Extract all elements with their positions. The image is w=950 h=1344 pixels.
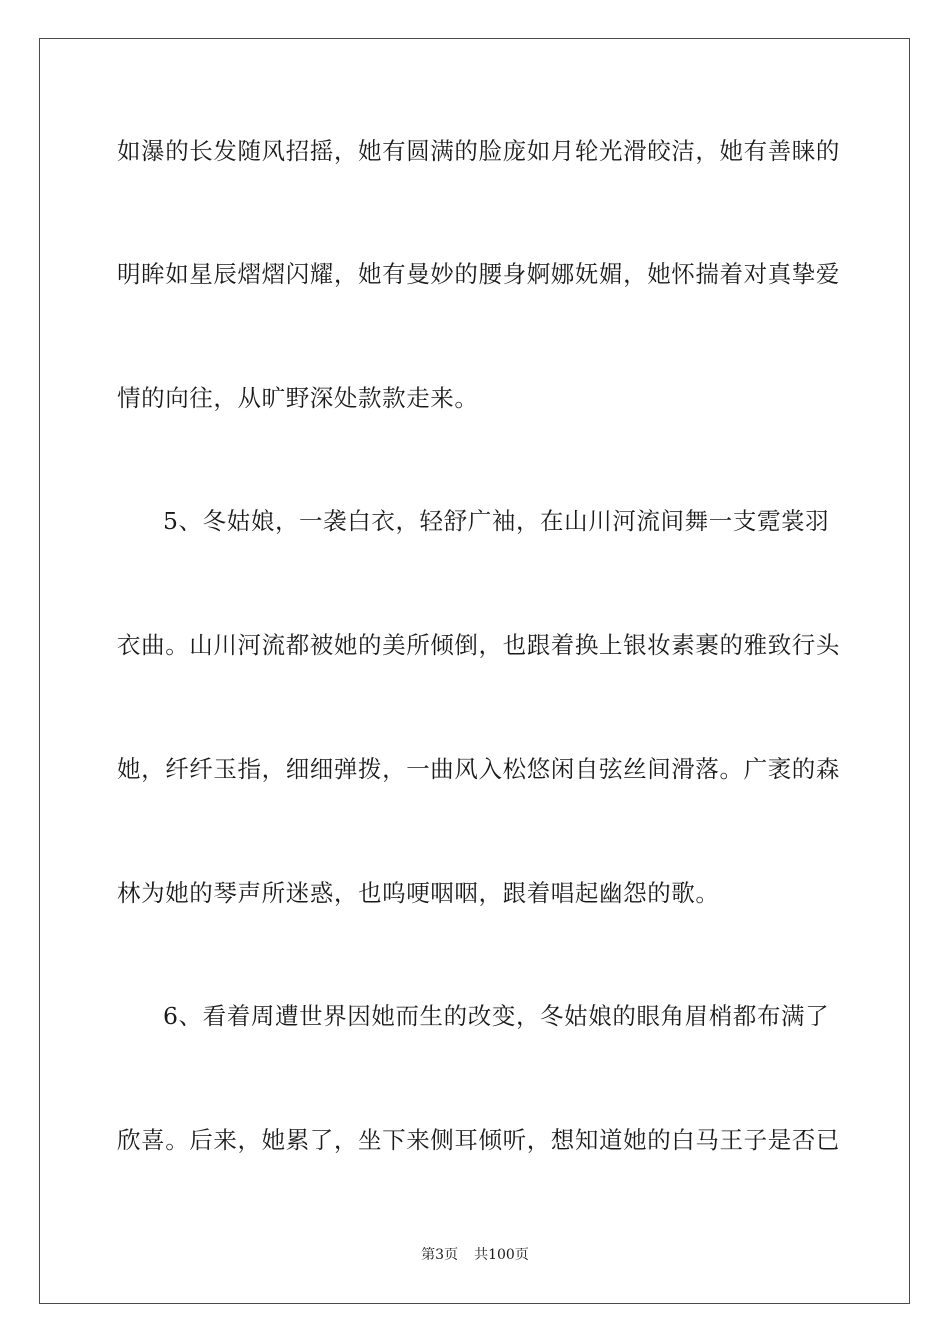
text-line-indented: 6、看着周遭世界因她而生的改变，冬姑娘的眼角眉梢都布满了 <box>163 1002 830 1030</box>
page-number: 第3页 <box>421 1247 459 1263</box>
page-footer <box>0 1246 950 1264</box>
text-line: 欣喜。后来，她累了，坐下来侧耳倾听，想知道她的白马王子是否已 <box>117 1126 840 1154</box>
text-line-indented: 5、冬姑娘，一袭白衣，轻舒广袖，在山川河流间舞一支霓裳羽 <box>163 507 830 535</box>
text-line: 她，纤纤玉指，细细弹拨，一曲风入松悠闲自弦丝间滑落。广袤的森 <box>117 755 840 783</box>
page-border <box>39 38 910 1304</box>
text-line: 明眸如星辰熠熠闪耀，她有曼妙的腰身婀娜妩媚，她怀揣着对真挚爱 <box>117 260 840 288</box>
text-line: 情的向往，从旷野深处款款走来。 <box>117 384 479 412</box>
page-total: 共100页 <box>474 1247 529 1263</box>
text-line: 衣曲。山川河流都被她的美所倾倒，也跟着换上银妆素裹的雅致行头 <box>117 631 840 659</box>
text-line: 林为她的琴声所迷惑，也呜哽咽咽，跟着唱起幽怨的歌。 <box>117 879 720 907</box>
text-line: 如瀑的长发随风招摇，她有圆满的脸庞如月轮光滑皎洁，她有善睐的 <box>117 137 840 165</box>
